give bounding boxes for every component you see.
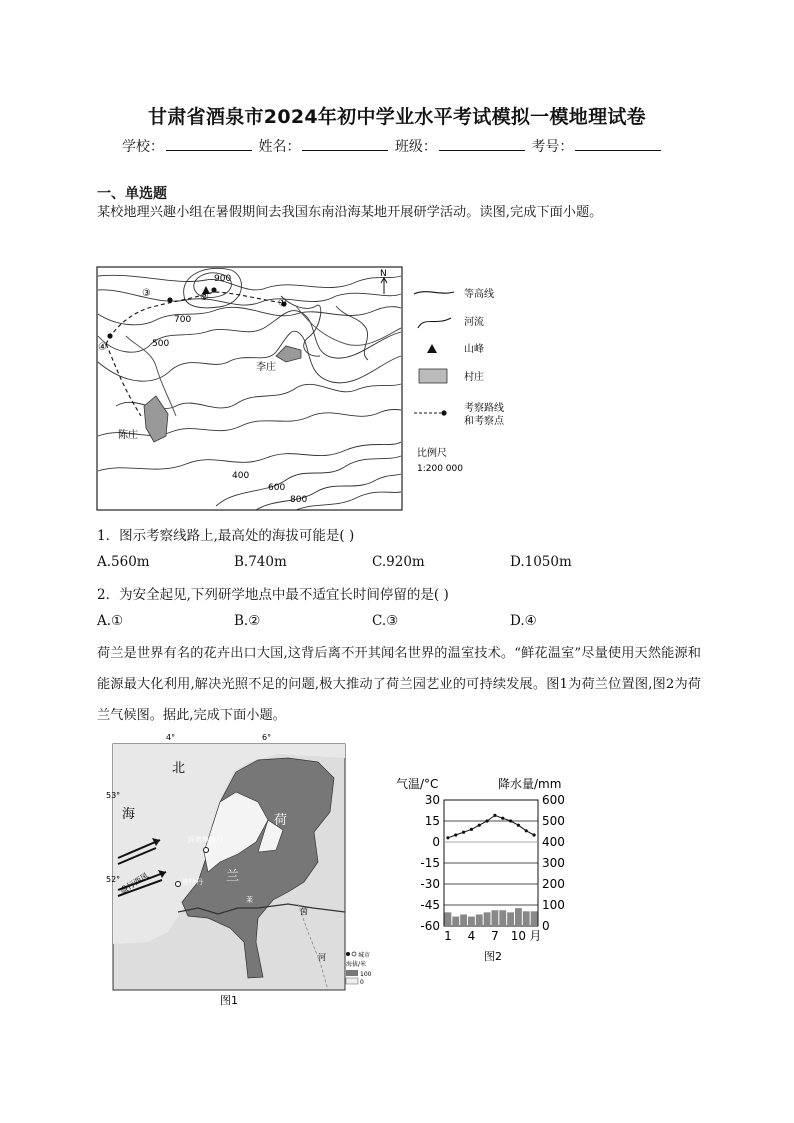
city-rotterdam	[176, 882, 181, 887]
fig2-caption: 图2	[484, 950, 502, 963]
precipitation-bar	[499, 910, 506, 926]
precipitation-bar	[531, 911, 538, 926]
q2-option-d[interactable]: D.④	[510, 613, 537, 629]
name-label: 姓名：	[258, 139, 301, 155]
contour-label-500: 500	[152, 339, 170, 349]
temperature-tick: -15	[420, 856, 440, 870]
legend-river: 河流	[464, 317, 484, 328]
precipitation-bar	[515, 908, 522, 926]
label-westerlies: 盛行西风	[118, 871, 151, 896]
temperature-polyline	[448, 815, 534, 837]
observation-point	[167, 297, 172, 302]
precipitation-bar	[484, 912, 491, 926]
legend-high-swatch	[346, 970, 358, 976]
legend-river-icon	[418, 318, 451, 328]
question-2-stem: 2．为安全起见,下列研学地点中最不适宜长时间停留的是( )	[97, 587, 449, 603]
contour-label-700: 700	[174, 315, 192, 325]
precipitation-bar	[492, 910, 499, 926]
latitude-52: 52°	[106, 875, 121, 884]
temperature-point	[493, 814, 496, 817]
legend-point-icon	[441, 410, 446, 415]
temperature-tick: 0	[432, 835, 440, 849]
legend-100: 100	[360, 971, 372, 978]
q1-option-d[interactable]: D.1050m	[510, 554, 572, 570]
point-label-1: ①	[278, 298, 287, 309]
longitude-4: 4°	[166, 733, 176, 742]
name-blank[interactable]	[302, 138, 388, 151]
legend-low-swatch	[346, 978, 358, 984]
legend-peak: 山峰	[464, 344, 484, 355]
precipitation-bar	[476, 914, 483, 926]
q2-option-c[interactable]: C.③	[372, 613, 399, 629]
temperature-point	[485, 819, 488, 822]
legend-city: 城市	[358, 952, 371, 959]
exam-number-blank[interactable]	[575, 138, 661, 151]
label-he: 荷	[274, 813, 288, 828]
label-yin: 茵	[300, 907, 308, 916]
page-title: 甘肃省酒泉市2024年初中学业水平考试模拟一模地理试卷	[148, 106, 646, 128]
legend-point: 和考察点	[464, 416, 504, 427]
legend-0: 0	[360, 979, 364, 986]
legend-elevation: 海拔/米	[346, 961, 367, 968]
fig1-legend	[346, 951, 372, 986]
precipitation-bar	[460, 914, 467, 926]
temperature-tick: 30	[424, 793, 440, 807]
legend-village-icon	[419, 369, 447, 383]
precipitation-tick: 0	[542, 919, 550, 933]
temperature-tick: -60	[420, 919, 440, 933]
temperature-tick: -30	[420, 877, 440, 891]
precipitation-bars	[445, 908, 538, 926]
legend-contour-icon	[414, 292, 454, 294]
precipitation-tick: 100	[542, 898, 565, 912]
observation-point	[211, 287, 216, 292]
contour-label-800: 800	[290, 495, 308, 505]
fig1-caption: 图1	[220, 994, 238, 1007]
temperature-point	[446, 836, 449, 839]
class-blank[interactable]	[439, 138, 525, 151]
class-label: 班级：	[394, 139, 437, 155]
point-label-3: ③	[142, 288, 151, 299]
q1-option-b[interactable]: B.740m	[234, 554, 287, 570]
map-frame	[97, 267, 402, 510]
precipitation-tick: 600	[542, 793, 565, 807]
temperature-line	[446, 814, 535, 840]
month-tick-labels	[444, 929, 541, 943]
legend-contour: 等高线	[464, 289, 494, 300]
precipitation-tick: 200	[542, 877, 565, 891]
exam-number-label: 考号：	[531, 139, 574, 155]
q2-option-a[interactable]: A.①	[97, 613, 124, 629]
contour-map	[96, 266, 506, 512]
precipitation-tick-labels	[542, 793, 565, 933]
temperature-tick: -45	[420, 898, 440, 912]
city-amsterdam	[204, 848, 209, 853]
q1-option-c[interactable]: C.920m	[372, 554, 425, 570]
temperature-point	[478, 824, 481, 827]
month-tick: 1	[444, 929, 452, 943]
legend-village: 村庄	[464, 372, 484, 383]
city-legend-icon	[352, 952, 356, 956]
label-amsterdam: 阿姆斯特丹	[188, 836, 223, 844]
scale-value: 1:200 000	[417, 464, 463, 474]
observation-point	[107, 333, 112, 338]
section-heading: 一、单选题	[97, 186, 167, 202]
legend-route: 考察路线	[464, 403, 504, 414]
scale-title: 比例尺	[417, 448, 447, 459]
longitude-6: 6°	[262, 733, 272, 742]
school-blank[interactable]	[166, 138, 252, 151]
climate-chart	[392, 770, 582, 966]
contour-label-900: 900	[214, 274, 232, 284]
temperature-point	[517, 824, 520, 827]
point-label-4: ④	[98, 342, 107, 353]
chart-grid	[444, 800, 538, 926]
label-north: 北	[172, 761, 186, 776]
point-label-2: ②	[200, 292, 209, 303]
student-info	[122, 136, 663, 156]
label-rotterdam: 鹿特丹	[182, 878, 203, 886]
month-tick: 10	[510, 929, 527, 943]
temperature-point	[462, 831, 465, 834]
precipitation-bar	[507, 912, 514, 926]
precipitation-bar	[523, 911, 530, 926]
temperature-tick: 15	[424, 814, 440, 828]
north-label: N	[380, 269, 387, 279]
contour-label-400: 400	[232, 471, 250, 481]
village-label-chenzhuang: 陈庄	[118, 430, 138, 441]
temperature-point	[525, 829, 528, 832]
intro-paragraph-1: 某校地理兴趣小组在暑假期间去我国东南沿海某地开展研学活动。读图,完成下面小题。	[97, 205, 603, 220]
precipitation-bar	[445, 912, 452, 926]
city-legend-icon	[346, 952, 350, 956]
month-tick: 4	[467, 929, 476, 943]
village-label-lizhuang: 李庄	[256, 362, 276, 373]
q1-option-a[interactable]: A.560m	[97, 554, 150, 570]
precipitation-bar	[452, 917, 459, 926]
month-unit: 月	[529, 929, 542, 943]
precipitation-tick: 400	[542, 835, 565, 849]
q2-option-b[interactable]: B.②	[234, 613, 261, 629]
label-he-river: 河	[318, 953, 326, 962]
latitude-53: 53°	[106, 791, 121, 800]
precipitation-tick: 500	[542, 814, 565, 828]
temperature-tick-labels	[420, 793, 440, 933]
question-1-stem: 1．图示考察线路上,最高处的海拔可能是( )	[97, 528, 355, 544]
month-tick: 7	[491, 929, 499, 943]
legend-peak-icon	[427, 344, 437, 353]
contour-label-600: 600	[268, 483, 286, 493]
temperature-point	[501, 817, 504, 820]
temperature-point	[454, 833, 457, 836]
school-label: 学校：	[122, 139, 164, 155]
precipitation-tick: 300	[542, 856, 565, 870]
intro-paragraph-2: 荷兰是世界有名的花卉出口大国,这背后离不开其闻名世界的温室技术。“鲜花温室”尽量使用天然能源和能源最大化利用,解决光照不足的问题,极大推动了荷兰园艺业的可持续发展。图1为荷兰位置图,图2为荷兰气候图。据此,完成下面小题。	[97, 646, 701, 723]
label-lan: 兰	[226, 869, 240, 884]
label-lai: 莱	[246, 896, 253, 904]
label-sea: 海	[122, 807, 136, 822]
precipitation-axis-title: 降水量/mm	[498, 777, 562, 791]
temperature-axis-title: 气温/°C	[396, 777, 439, 791]
netherlands-map	[108, 732, 372, 1012]
precipitation-bar	[468, 917, 475, 926]
temperature-point	[509, 819, 512, 822]
temperature-point	[532, 833, 535, 836]
temperature-point	[470, 828, 473, 831]
